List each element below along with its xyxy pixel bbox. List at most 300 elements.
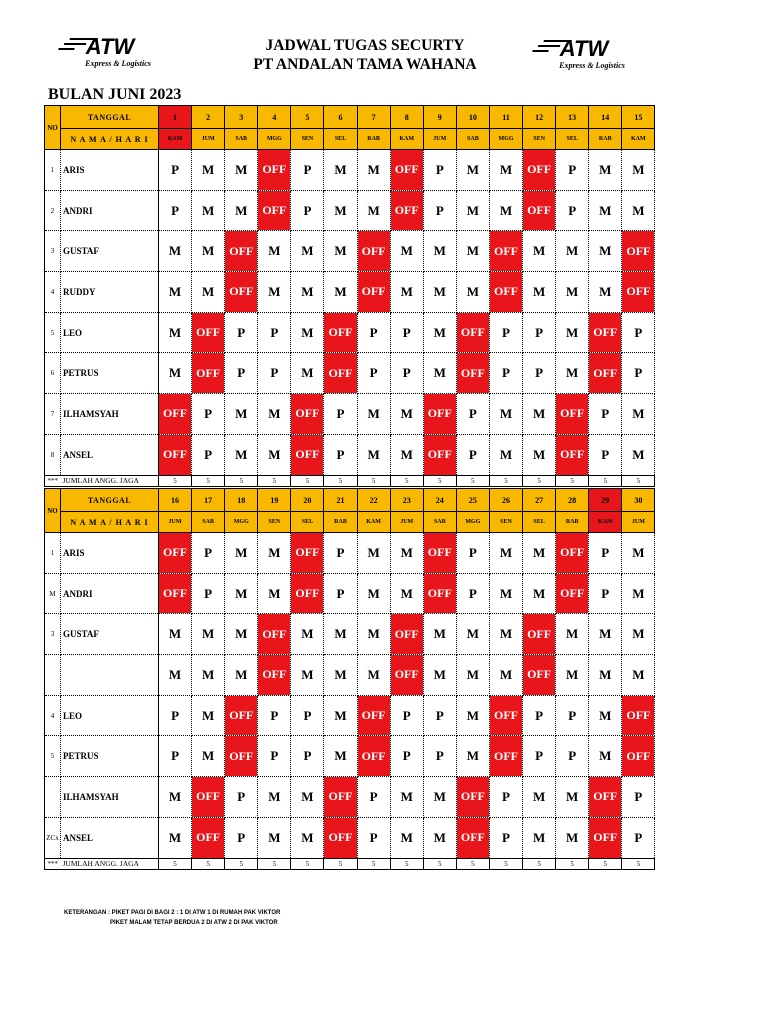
- row-number: [45, 777, 61, 818]
- shift-cell: OFF: [622, 272, 655, 313]
- shift-cell: M: [390, 272, 423, 313]
- day-name: RAB: [324, 512, 357, 533]
- shift-cell: M: [225, 655, 258, 696]
- shift-cell: OFF: [523, 190, 556, 231]
- shift-cell: OFF: [589, 312, 622, 353]
- total-value: 5: [357, 858, 390, 869]
- shift-cell: M: [423, 777, 456, 818]
- shift-cell: M: [456, 655, 489, 696]
- shift-cell: M: [258, 394, 291, 435]
- day-name: SEL: [556, 129, 589, 150]
- shift-cell: M: [357, 533, 390, 574]
- shift-cell: M: [423, 614, 456, 655]
- day-number: 21: [324, 489, 357, 512]
- shift-cell: OFF: [291, 434, 324, 475]
- shift-cell: M: [523, 777, 556, 818]
- day-number: 19: [258, 489, 291, 512]
- shift-cell: M: [192, 695, 225, 736]
- shift-cell: P: [523, 736, 556, 777]
- total-value: 5: [523, 858, 556, 869]
- shift-cell: OFF: [324, 817, 357, 858]
- day-number: 14: [589, 106, 622, 129]
- shift-cell: M: [622, 614, 655, 655]
- shift-cell: M: [622, 655, 655, 696]
- header-row-daynames: [45, 512, 655, 533]
- month-label: BULAN JUNI 2023: [48, 86, 182, 103]
- day-number: 27: [523, 489, 556, 512]
- shift-cell: P: [159, 736, 192, 777]
- shift-cell: P: [390, 312, 423, 353]
- row-number: 8: [45, 434, 61, 475]
- total-value: 5: [192, 858, 225, 869]
- shift-cell: P: [159, 150, 192, 191]
- shift-cell: M: [456, 272, 489, 313]
- shift-cell: OFF: [258, 190, 291, 231]
- total-value: 5: [556, 475, 589, 486]
- shift-cell: P: [258, 312, 291, 353]
- shift-cell: OFF: [291, 394, 324, 435]
- shift-cell: OFF: [523, 150, 556, 191]
- shift-cell: OFF: [225, 231, 258, 272]
- shift-cell: M: [192, 150, 225, 191]
- shift-cell: M: [489, 655, 522, 696]
- shift-cell: M: [589, 614, 622, 655]
- day-number: 2: [192, 106, 225, 129]
- shift-cell: OFF: [423, 533, 456, 574]
- shift-cell: M: [324, 190, 357, 231]
- shift-cell: P: [423, 695, 456, 736]
- schedule-table-2: [44, 488, 655, 870]
- shift-cell: P: [622, 353, 655, 394]
- shift-cell: P: [556, 736, 589, 777]
- shift-cell: M: [489, 150, 522, 191]
- staff-row: [45, 777, 655, 818]
- shift-cell: M: [390, 394, 423, 435]
- shift-cell: M: [225, 190, 258, 231]
- shift-cell: P: [456, 573, 489, 614]
- shift-cell: P: [357, 353, 390, 394]
- shift-cell: M: [258, 573, 291, 614]
- shift-cell: M: [192, 272, 225, 313]
- shift-cell: P: [589, 533, 622, 574]
- tanggal-header: TANGGAL: [61, 106, 159, 129]
- shift-cell: M: [357, 434, 390, 475]
- shift-cell: M: [423, 312, 456, 353]
- shift-cell: M: [159, 312, 192, 353]
- shift-cell: P: [159, 695, 192, 736]
- staff-name: LEO: [61, 695, 159, 736]
- shift-cell: OFF: [159, 434, 192, 475]
- shift-cell: M: [390, 434, 423, 475]
- shift-cell: OFF: [258, 655, 291, 696]
- day-number: 12: [523, 106, 556, 129]
- day-name: JUM: [390, 512, 423, 533]
- shift-cell: P: [423, 736, 456, 777]
- day-number: 18: [225, 489, 258, 512]
- shift-cell: M: [192, 736, 225, 777]
- shift-cell: OFF: [456, 777, 489, 818]
- day-number: 1: [159, 106, 192, 129]
- shift-cell: M: [258, 231, 291, 272]
- day-number: 30: [622, 489, 655, 512]
- shift-cell: M: [357, 573, 390, 614]
- staff-row: [45, 434, 655, 475]
- shift-cell: M: [324, 231, 357, 272]
- staff-name: ARIS: [61, 150, 159, 191]
- staff-name: ARIS: [61, 533, 159, 574]
- total-value: 5: [622, 858, 655, 869]
- shift-cell: P: [225, 353, 258, 394]
- shift-cell: P: [489, 312, 522, 353]
- shift-cell: M: [556, 655, 589, 696]
- shift-cell: P: [291, 695, 324, 736]
- shift-cell: OFF: [489, 231, 522, 272]
- shift-cell: OFF: [390, 655, 423, 696]
- day-number: 29: [589, 489, 622, 512]
- total-value: 5: [489, 858, 522, 869]
- shift-cell: P: [291, 736, 324, 777]
- row-number: 5: [45, 736, 61, 777]
- shift-cell: M: [489, 533, 522, 574]
- shift-cell: M: [291, 777, 324, 818]
- shift-cell: P: [225, 312, 258, 353]
- shift-cell: P: [291, 150, 324, 191]
- day-name: SAB: [192, 512, 225, 533]
- shift-cell: OFF: [324, 777, 357, 818]
- day-number: 25: [456, 489, 489, 512]
- shift-cell: OFF: [357, 736, 390, 777]
- shift-cell: OFF: [556, 394, 589, 435]
- day-name: RAB: [556, 512, 589, 533]
- day-number: 8: [390, 106, 423, 129]
- shift-cell: P: [324, 573, 357, 614]
- shift-cell: OFF: [489, 272, 522, 313]
- shift-cell: P: [258, 353, 291, 394]
- shift-cell: M: [357, 190, 390, 231]
- day-name: MGG: [258, 129, 291, 150]
- shift-cell: OFF: [589, 777, 622, 818]
- shift-cell: OFF: [423, 573, 456, 614]
- schedule-table-1: [44, 105, 655, 487]
- day-number: 17: [192, 489, 225, 512]
- total-value: 5: [523, 475, 556, 486]
- staff-row: [45, 353, 655, 394]
- logo-text: ATW: [85, 34, 135, 59]
- shift-cell: M: [556, 312, 589, 353]
- shift-cell: M: [192, 655, 225, 696]
- shift-cell: M: [456, 736, 489, 777]
- shift-cell: M: [324, 614, 357, 655]
- shift-cell: OFF: [589, 353, 622, 394]
- total-value: 5: [357, 475, 390, 486]
- total-value: 5: [258, 858, 291, 869]
- shift-cell: P: [523, 695, 556, 736]
- total-value: 5: [291, 475, 324, 486]
- shift-cell: M: [192, 231, 225, 272]
- shift-cell: P: [556, 695, 589, 736]
- shift-cell: OFF: [489, 736, 522, 777]
- day-name: KAM: [622, 129, 655, 150]
- shift-cell: M: [258, 777, 291, 818]
- total-value: 5: [489, 475, 522, 486]
- total-row: [45, 858, 655, 869]
- shift-cell: M: [523, 817, 556, 858]
- staff-name: PETRUS: [61, 353, 159, 394]
- shift-cell: OFF: [258, 150, 291, 191]
- staff-name: ANDRI: [61, 190, 159, 231]
- shift-cell: M: [324, 695, 357, 736]
- day-number: 16: [159, 489, 192, 512]
- day-name: MGG: [225, 512, 258, 533]
- shift-cell: P: [225, 777, 258, 818]
- shift-cell: P: [589, 573, 622, 614]
- shift-cell: M: [523, 573, 556, 614]
- logo-tagline: Express & Logistics: [85, 59, 151, 68]
- shift-cell: P: [192, 573, 225, 614]
- shift-cell: P: [357, 312, 390, 353]
- staff-name: GUSTAF: [61, 231, 159, 272]
- shift-cell: OFF: [225, 736, 258, 777]
- shift-cell: OFF: [556, 573, 589, 614]
- shift-cell: OFF: [357, 272, 390, 313]
- shift-cell: OFF: [456, 817, 489, 858]
- total-label: JUMLAH ANGG. JAGA: [61, 858, 159, 869]
- row-number: 3: [45, 614, 61, 655]
- day-name: RAB: [589, 129, 622, 150]
- shift-cell: P: [324, 434, 357, 475]
- shift-cell: M: [192, 614, 225, 655]
- staff-name: ANDRI: [61, 573, 159, 614]
- shift-cell: M: [622, 190, 655, 231]
- shift-cell: M: [225, 533, 258, 574]
- shift-cell: M: [357, 655, 390, 696]
- shift-cell: P: [291, 190, 324, 231]
- row-number: M: [45, 573, 61, 614]
- shift-cell: M: [291, 312, 324, 353]
- atw-logo-left: [58, 32, 170, 72]
- day-number: 28: [556, 489, 589, 512]
- day-number: 20: [291, 489, 324, 512]
- total-value: 5: [159, 858, 192, 869]
- total-label: JUMLAH ANGG. JAGA: [61, 475, 159, 486]
- shift-cell: M: [489, 573, 522, 614]
- shift-cell: OFF: [622, 695, 655, 736]
- shift-cell: OFF: [589, 817, 622, 858]
- shift-cell: P: [192, 533, 225, 574]
- shift-cell: M: [489, 434, 522, 475]
- row-number: 3: [45, 231, 61, 272]
- staff-row: [45, 394, 655, 435]
- shift-cell: M: [589, 736, 622, 777]
- day-number: 5: [291, 106, 324, 129]
- shift-cell: M: [390, 533, 423, 574]
- day-name: JUM: [423, 129, 456, 150]
- total-value: 5: [324, 475, 357, 486]
- total-value: 5: [556, 858, 589, 869]
- shift-cell: M: [225, 573, 258, 614]
- total-star: ***: [45, 858, 61, 869]
- shift-cell: OFF: [225, 272, 258, 313]
- day-number: 13: [556, 106, 589, 129]
- total-value: 5: [423, 475, 456, 486]
- shift-cell: P: [456, 394, 489, 435]
- shift-cell: P: [324, 394, 357, 435]
- shift-cell: M: [390, 573, 423, 614]
- staff-name: PETRUS: [61, 736, 159, 777]
- shift-cell: M: [423, 272, 456, 313]
- shift-cell: P: [192, 394, 225, 435]
- shift-cell: M: [622, 573, 655, 614]
- shift-cell: P: [258, 736, 291, 777]
- shift-cell: OFF: [523, 614, 556, 655]
- day-number: 9: [423, 106, 456, 129]
- total-value: 5: [589, 475, 622, 486]
- shift-cell: M: [192, 190, 225, 231]
- day-number: 22: [357, 489, 390, 512]
- shift-cell: M: [225, 434, 258, 475]
- shift-cell: M: [258, 533, 291, 574]
- row-number: 1: [45, 533, 61, 574]
- shift-cell: OFF: [523, 655, 556, 696]
- staff-name: ILHAMSYAH: [61, 394, 159, 435]
- day-name: SEN: [489, 512, 522, 533]
- shift-cell: OFF: [324, 353, 357, 394]
- total-value: 5: [291, 858, 324, 869]
- staff-name: RUDDY: [61, 272, 159, 313]
- shift-cell: M: [589, 150, 622, 191]
- shift-cell: M: [622, 434, 655, 475]
- shift-cell: M: [556, 614, 589, 655]
- shift-cell: M: [489, 614, 522, 655]
- day-name: SEL: [523, 512, 556, 533]
- header-row-dates: [45, 106, 655, 129]
- day-number: 15: [622, 106, 655, 129]
- header-row-daynames: [45, 129, 655, 150]
- day-name: SAB: [456, 129, 489, 150]
- total-value: 5: [324, 858, 357, 869]
- shift-cell: OFF: [390, 150, 423, 191]
- nama-hari-header: N A M A / H A R I: [61, 512, 159, 533]
- shift-cell: OFF: [556, 434, 589, 475]
- shift-cell: M: [159, 353, 192, 394]
- day-number: 6: [324, 106, 357, 129]
- row-number: [45, 655, 61, 696]
- day-number: 26: [489, 489, 522, 512]
- staff-row: [45, 736, 655, 777]
- day-name: MGG: [489, 129, 522, 150]
- total-star: ***: [45, 475, 61, 486]
- shift-cell: OFF: [159, 573, 192, 614]
- total-value: 5: [589, 858, 622, 869]
- shift-cell: M: [456, 614, 489, 655]
- day-number: 4: [258, 106, 291, 129]
- shift-cell: M: [456, 231, 489, 272]
- shift-cell: M: [159, 655, 192, 696]
- shift-cell: OFF: [225, 695, 258, 736]
- shift-cell: M: [556, 817, 589, 858]
- day-name: SAB: [423, 512, 456, 533]
- day-number: 23: [390, 489, 423, 512]
- shift-cell: P: [390, 695, 423, 736]
- shift-cell: P: [622, 777, 655, 818]
- shift-cell: M: [556, 777, 589, 818]
- shift-cell: M: [291, 231, 324, 272]
- shift-cell: M: [523, 394, 556, 435]
- shift-cell: M: [357, 394, 390, 435]
- total-value: 5: [456, 475, 489, 486]
- shift-cell: M: [390, 777, 423, 818]
- total-value: 5: [225, 475, 258, 486]
- day-name: SAB: [225, 129, 258, 150]
- shift-cell: M: [556, 353, 589, 394]
- shift-cell: P: [456, 434, 489, 475]
- shift-cell: M: [159, 777, 192, 818]
- day-name: JUM: [159, 512, 192, 533]
- shift-cell: M: [225, 614, 258, 655]
- day-name: JUM: [622, 512, 655, 533]
- shift-cell: M: [523, 533, 556, 574]
- shift-cell: M: [159, 817, 192, 858]
- no-header: NO: [45, 489, 61, 533]
- day-name: KAM: [159, 129, 192, 150]
- shift-cell: P: [589, 394, 622, 435]
- shift-cell: M: [423, 655, 456, 696]
- shift-cell: P: [390, 353, 423, 394]
- shift-cell: M: [523, 231, 556, 272]
- day-number: 3: [225, 106, 258, 129]
- note-line-1: KETERANGAN : PIKET PAGI DI BAGI 2 : 1 DI ATW 1 DI RUMAH PAK VIKTOR: [64, 910, 281, 916]
- day-name: RAB: [357, 129, 390, 150]
- staff-row: [45, 533, 655, 574]
- shift-cell: M: [324, 150, 357, 191]
- day-name: KAM: [357, 512, 390, 533]
- shift-cell: P: [589, 434, 622, 475]
- logo-text: ATW: [559, 36, 609, 61]
- day-name: SEN: [258, 512, 291, 533]
- shift-cell: M: [622, 150, 655, 191]
- shift-cell: M: [523, 434, 556, 475]
- staff-row: [45, 272, 655, 313]
- shift-cell: P: [523, 353, 556, 394]
- shift-cell: M: [456, 695, 489, 736]
- shift-cell: P: [324, 533, 357, 574]
- day-number: 24: [423, 489, 456, 512]
- total-value: 5: [390, 475, 423, 486]
- shift-cell: P: [556, 190, 589, 231]
- shift-cell: M: [159, 231, 192, 272]
- row-number: 6: [45, 353, 61, 394]
- shift-cell: OFF: [357, 231, 390, 272]
- staff-row: [45, 573, 655, 614]
- day-name: SEL: [324, 129, 357, 150]
- shift-cell: M: [159, 272, 192, 313]
- day-name: MGG: [456, 512, 489, 533]
- shift-cell: M: [291, 272, 324, 313]
- staff-name: ILHAMSYAH: [61, 777, 159, 818]
- row-number: 7: [45, 394, 61, 435]
- shift-cell: M: [589, 272, 622, 313]
- staff-row: [45, 614, 655, 655]
- shift-cell: M: [225, 150, 258, 191]
- staff-name: LEO: [61, 312, 159, 353]
- total-value: 5: [258, 475, 291, 486]
- shift-cell: OFF: [324, 312, 357, 353]
- shift-cell: M: [523, 272, 556, 313]
- shift-cell: P: [390, 736, 423, 777]
- shift-cell: OFF: [423, 434, 456, 475]
- shift-cell: M: [258, 434, 291, 475]
- shift-cell: OFF: [622, 231, 655, 272]
